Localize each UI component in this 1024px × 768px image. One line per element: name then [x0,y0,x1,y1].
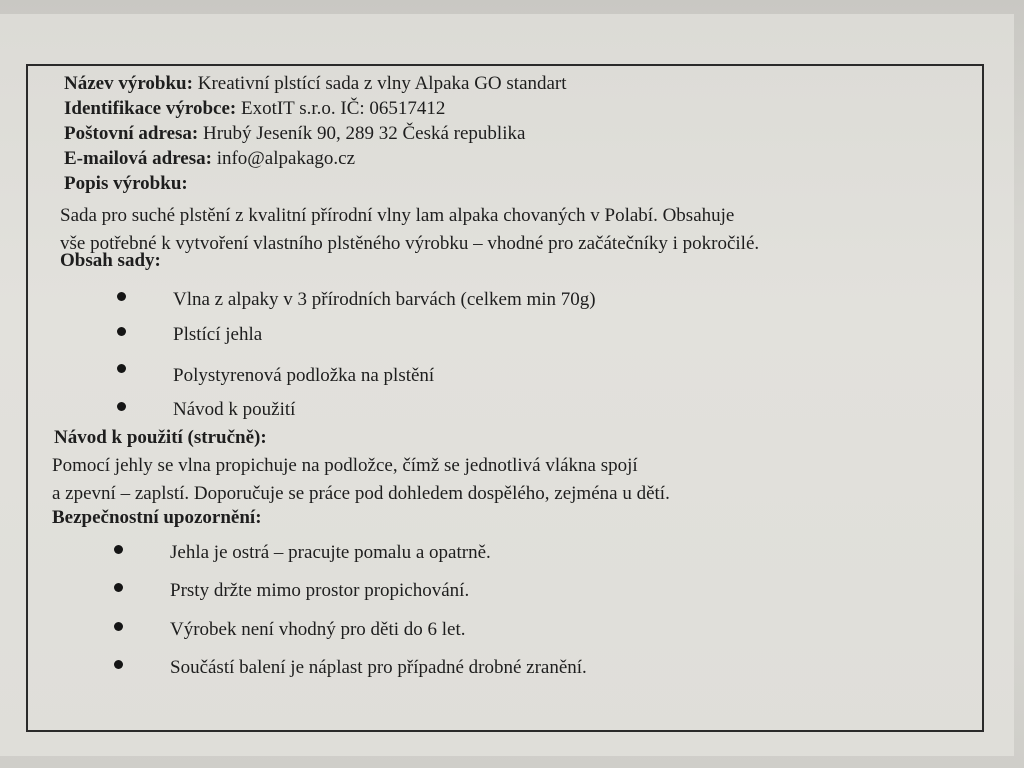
safety-item-4: Součástí balení je náplast pro případné drobné zranění. [170,657,587,678]
bullet-icon [117,364,126,373]
safety-item-2: Prsty držte mimo prostor propichování. [170,580,470,601]
manufacturer-label: Identifikace výrobce: [64,98,237,119]
contents-item-3: Polystyrenová podložka na plstění [173,365,435,386]
bullet-icon [117,402,126,411]
instructions-line-1: Pomocí jehly se vlna propichuje na podložce, čímž se jednotlivá vlákna spojí [52,455,638,476]
postal-address-line [64,122,525,146]
product-name-line [64,72,567,96]
contents-heading: Obsah sady: [60,250,161,271]
postal-address-label: Poštovní adresa: [64,123,199,144]
contents-item-2: Plstící jehla [173,324,263,345]
manufacturer-value: ExotIT s.r.o. IČ: 06517412 [240,98,446,119]
bullet-icon [117,292,126,301]
postal-address-value: Hrubý Jeseník 90, 289 32 Česká republika [202,123,526,144]
product-name-label: Název výrobku: [64,73,193,94]
email-value: info@alpakago.cz [216,148,356,169]
bullet-icon [114,545,123,554]
bullet-icon [114,583,123,592]
instructions-heading: Návod k použití (stručně): [54,427,267,448]
product-name-value: Kreativní plstící sada z vlny Alpaka GO standart [197,73,567,94]
bullet-icon [117,327,126,336]
manufacturer-line [64,97,445,121]
description-line-2: vše potřebné k vytvoření vlastního plstěného výrobku – vhodné pro začátečníky i pokročilé. [60,233,760,254]
contents-item-1: Vlna z alpaky v 3 přírodních barvách (celkem min 70g) [173,289,596,310]
description-heading: Popis výrobku: [64,173,188,194]
contents-item-4: Návod k použití [173,399,296,420]
safety-heading: Bezpečnostní upozornění: [52,507,262,528]
safety-item-1: Jehla je ostrá – pracujte pomalu a opatrně. [170,542,491,563]
safety-item-3: Výrobek není vhodný pro děti do 6 let. [170,619,466,640]
email-line [64,147,355,171]
email-label: E-mailová adresa: [64,148,212,169]
bullet-icon [114,660,123,669]
instructions-line-2: a zpevní – zaplstí. Doporučuje se práce pod dohledem dospělého, zejména u dětí. [52,483,670,504]
bullet-icon [114,622,123,631]
description-line-1: Sada pro suché plstění z kvalitní přírodní vlny lam alpaka chovaných v Polabí. Obsahuje [60,205,735,226]
